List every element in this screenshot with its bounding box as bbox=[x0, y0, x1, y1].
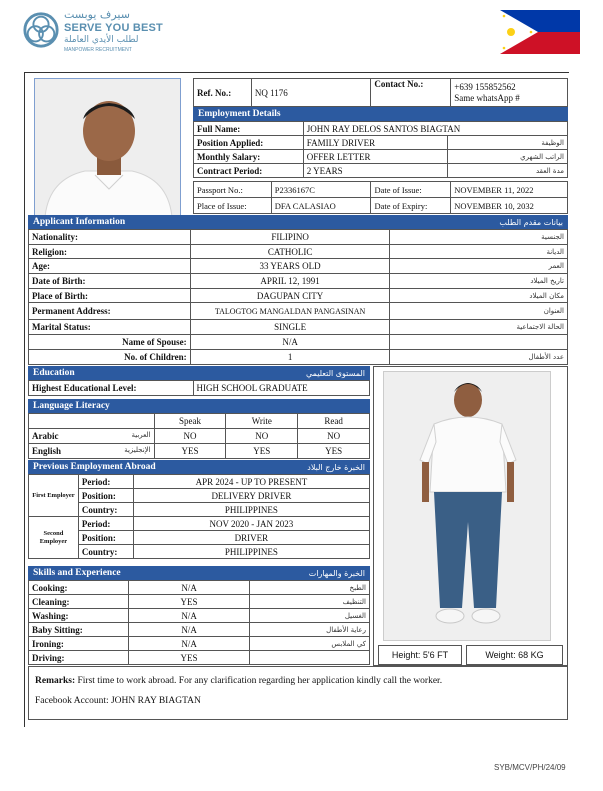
monthly-salary-arabic: الراتب الشهري bbox=[448, 150, 568, 164]
education-title-arabic: المستوى التعليمي bbox=[305, 368, 365, 378]
frame-border-top bbox=[24, 72, 569, 73]
marital-status-value: SINGLE bbox=[190, 320, 390, 335]
date-of-issue-label: Date of Issue: bbox=[371, 182, 451, 198]
previous-employment-table bbox=[28, 474, 370, 559]
facebook-account: Facebook Account: JOHN RAY BIAGTAN bbox=[35, 696, 201, 706]
place-of-issue-value: DFA CALASIAO bbox=[271, 198, 371, 214]
cleaning-arabic: التنظيف bbox=[250, 595, 370, 609]
cooking-label: Cooking: bbox=[29, 581, 129, 595]
passport-table bbox=[193, 181, 568, 214]
cleaning-value: YES bbox=[128, 595, 250, 609]
contact-number: +639 155852562 bbox=[454, 81, 516, 92]
passport-no-value: P2336167C bbox=[271, 182, 371, 198]
driving-value: YES bbox=[128, 651, 250, 665]
weight-value: Weight: 68 KG bbox=[466, 645, 563, 665]
skills-experience-header bbox=[28, 566, 370, 580]
arabic-language-label-cell bbox=[29, 429, 155, 444]
first-country-label: Country: bbox=[78, 503, 133, 517]
baby-sitting-arabic: رعاية الأطفال bbox=[250, 623, 370, 637]
age-value: 33 YEARS OLD bbox=[190, 259, 390, 274]
remarks-text: First time to work abroad. For any clarification regarding her application kindly call the worker. bbox=[77, 676, 443, 686]
second-employer-label: Second Employer bbox=[29, 517, 79, 559]
position-applied-arabic: الوظيفة bbox=[448, 136, 568, 150]
ref-label: Ref. No.: bbox=[194, 79, 252, 107]
contact-whatsapp-note: Same whatsApp # bbox=[454, 92, 520, 103]
date-of-expiry-value: NOVEMBER 10, 2032 bbox=[451, 198, 568, 214]
applicant-information-title-arabic: بيانات مقدم الطلب bbox=[499, 217, 563, 227]
philippines-flag-icon bbox=[500, 10, 580, 54]
place-of-birth-label: Place of Birth: bbox=[29, 288, 191, 303]
previous-employment-title-arabic: الخبرة خارج البلاد bbox=[307, 462, 365, 472]
no-of-children-value: 1 bbox=[190, 349, 390, 364]
logo-arabic-name: سيرف يوبست bbox=[64, 8, 130, 21]
height-value: Height: 5'6 FT bbox=[378, 645, 462, 665]
place-of-birth-arabic: مكان الميلاد bbox=[390, 288, 568, 303]
nationality-value: FILIPINO bbox=[190, 230, 390, 245]
second-country-label: Country: bbox=[78, 545, 133, 559]
document-code: SYB/MCV/PH/24/09 bbox=[494, 763, 566, 772]
english-write-value: YES bbox=[226, 444, 298, 459]
speak-column-header: Speak bbox=[154, 414, 226, 429]
no-of-children-label: No. of Children: bbox=[29, 349, 191, 364]
english-language-arabic: الإنجليزية bbox=[124, 446, 151, 454]
permanent-address-value: TALOGTOG MANGALDAN PANGASINAN bbox=[190, 303, 390, 320]
second-position-value: DRIVER bbox=[133, 531, 369, 545]
arabic-language-arabic: العربية bbox=[131, 431, 151, 439]
english-read-value: YES bbox=[298, 444, 370, 459]
contact-label: Contact No.: bbox=[371, 79, 451, 107]
education-table bbox=[28, 380, 370, 396]
education-title: Education bbox=[33, 368, 75, 378]
education-header bbox=[28, 366, 370, 380]
employment-details-title: Employment Details bbox=[198, 109, 281, 119]
nationality-arabic: الجنسية bbox=[390, 230, 568, 245]
company-logo bbox=[22, 8, 163, 56]
logo-english-name: SERVE YOU BEST bbox=[64, 22, 163, 34]
logo-arabic-tagline: لطلب الأيدي العاملة bbox=[64, 35, 139, 45]
baby-sitting-label: Baby Sitting: bbox=[29, 623, 129, 637]
cooking-arabic: الطبخ bbox=[250, 581, 370, 595]
second-period-label: Period: bbox=[78, 517, 133, 531]
applicant-full-body-photo bbox=[383, 371, 551, 641]
passport-no-label: Passport No.: bbox=[194, 182, 272, 198]
date-of-birth-value: APRIL 12, 1991 bbox=[190, 274, 390, 289]
monthly-salary-label: Monthly Salary: bbox=[194, 150, 304, 164]
washing-value: N/A bbox=[128, 609, 250, 623]
arabic-read-value: NO bbox=[298, 429, 370, 444]
religion-label: Religion: bbox=[29, 244, 191, 259]
name-of-spouse-arabic bbox=[390, 335, 568, 350]
frame-border-left bbox=[24, 72, 25, 727]
marital-status-arabic: الحالة الاجتماعية bbox=[390, 320, 568, 335]
read-column-header: Read bbox=[298, 414, 370, 429]
english-speak-value: YES bbox=[154, 444, 226, 459]
monthly-salary-value: OFFER LETTER bbox=[303, 150, 448, 164]
language-literacy-title: Language Literacy bbox=[33, 401, 110, 411]
contract-period-arabic: مدة العقد bbox=[448, 164, 568, 178]
second-period-value: NOV 2020 - JAN 2023 bbox=[133, 517, 369, 531]
english-language-label: English bbox=[32, 446, 62, 456]
first-period-value: APR 2024 - UP TO PRESENT bbox=[133, 475, 369, 489]
permanent-address-label: Permanent Address: bbox=[29, 303, 191, 320]
permanent-address-arabic: العنوان bbox=[390, 303, 568, 320]
previous-employment-title: Previous Employment Abroad bbox=[33, 462, 156, 472]
previous-employment-header bbox=[28, 460, 370, 474]
reference-table bbox=[193, 78, 568, 107]
first-position-label: Position: bbox=[78, 489, 133, 503]
ref-value: NQ 1176 bbox=[251, 79, 371, 107]
washing-label: Washing: bbox=[29, 609, 129, 623]
second-country-value: PHILIPPINES bbox=[133, 545, 369, 559]
education-level-label: Highest Educational Level: bbox=[29, 381, 194, 396]
education-level-value: HIGH SCHOOL GRADUATE bbox=[193, 381, 369, 396]
applicant-information-header bbox=[28, 215, 568, 229]
date-of-issue-value: NOVEMBER 11, 2022 bbox=[451, 182, 568, 198]
applicant-portrait-photo bbox=[34, 78, 181, 216]
english-language-label-cell bbox=[29, 444, 155, 459]
date-of-expiry-label: Date of Expiry: bbox=[371, 198, 451, 214]
name-of-spouse-value: N/A bbox=[190, 335, 390, 350]
remarks-label: Remarks: bbox=[35, 676, 76, 686]
remarks-box bbox=[28, 666, 568, 720]
arabic-language-label: Arabic bbox=[32, 431, 59, 441]
age-label: Age: bbox=[29, 259, 191, 274]
religion-value: CATHOLIC bbox=[190, 244, 390, 259]
place-of-birth-value: DAGUPAN CITY bbox=[190, 288, 390, 303]
applicant-information-title: Applicant Information bbox=[33, 217, 126, 227]
baby-sitting-value: N/A bbox=[128, 623, 250, 637]
full-name-value: JOHN RAY DELOS SANTOS BIAGTAN bbox=[303, 122, 567, 136]
religion-arabic: الديانة bbox=[390, 244, 568, 259]
driving-label: Driving: bbox=[29, 651, 129, 665]
cleaning-label: Cleaning: bbox=[29, 595, 129, 609]
skills-experience-title: Skills and Experience bbox=[33, 568, 121, 578]
second-position-label: Position: bbox=[78, 531, 133, 545]
position-applied-label: Position Applied: bbox=[194, 136, 304, 150]
employment-details-table bbox=[193, 121, 568, 178]
ironing-arabic: كي الملابس bbox=[250, 637, 370, 651]
nationality-label: Nationality: bbox=[29, 230, 191, 245]
write-column-header: Write bbox=[226, 414, 298, 429]
first-employer-label: First Employer bbox=[29, 475, 79, 517]
first-country-value: PHILIPPINES bbox=[133, 503, 369, 517]
applicant-information-table bbox=[28, 229, 568, 365]
driving-arabic bbox=[250, 651, 370, 665]
language-literacy-header bbox=[28, 399, 370, 413]
full-name-label: Full Name: bbox=[194, 122, 304, 136]
date-of-birth-label: Date of Birth: bbox=[29, 274, 191, 289]
place-of-issue-label: Place of Issue: bbox=[194, 198, 272, 214]
ironing-label: Ironing: bbox=[29, 637, 129, 651]
arabic-write-value: NO bbox=[226, 429, 298, 444]
skills-experience-title-arabic: الخبرة والمهارات bbox=[308, 568, 365, 578]
cooking-value: N/A bbox=[128, 581, 250, 595]
ironing-value: N/A bbox=[128, 637, 250, 651]
marital-status-label: Marital Status: bbox=[29, 320, 191, 335]
position-applied-value: FAMILY DRIVER bbox=[303, 136, 448, 150]
age-arabic: العمر bbox=[390, 259, 568, 274]
first-position-value: DELIVERY DRIVER bbox=[133, 489, 369, 503]
logo-emblem-icon bbox=[22, 10, 60, 50]
contract-period-label: Contract Period: bbox=[194, 164, 304, 178]
name-of-spouse-label: Name of Spouse: bbox=[29, 335, 191, 350]
first-period-label: Period: bbox=[78, 475, 133, 489]
contract-period-value: 2 YEARS bbox=[303, 164, 448, 178]
language-literacy-table bbox=[28, 413, 370, 459]
contact-value-cell bbox=[451, 79, 568, 107]
date-of-birth-arabic: تاريخ الميلاد bbox=[390, 274, 568, 289]
logo-subtitle: MANPOWER RECRUITMENT bbox=[64, 47, 132, 53]
washing-arabic: الغسيل bbox=[250, 609, 370, 623]
remarks-line bbox=[35, 671, 561, 691]
no-of-children-arabic: عدد الأطفال bbox=[390, 349, 568, 364]
skills-experience-table bbox=[28, 580, 370, 665]
arabic-speak-value: NO bbox=[154, 429, 226, 444]
language-header-blank bbox=[29, 414, 155, 429]
employment-details-header bbox=[193, 107, 568, 121]
